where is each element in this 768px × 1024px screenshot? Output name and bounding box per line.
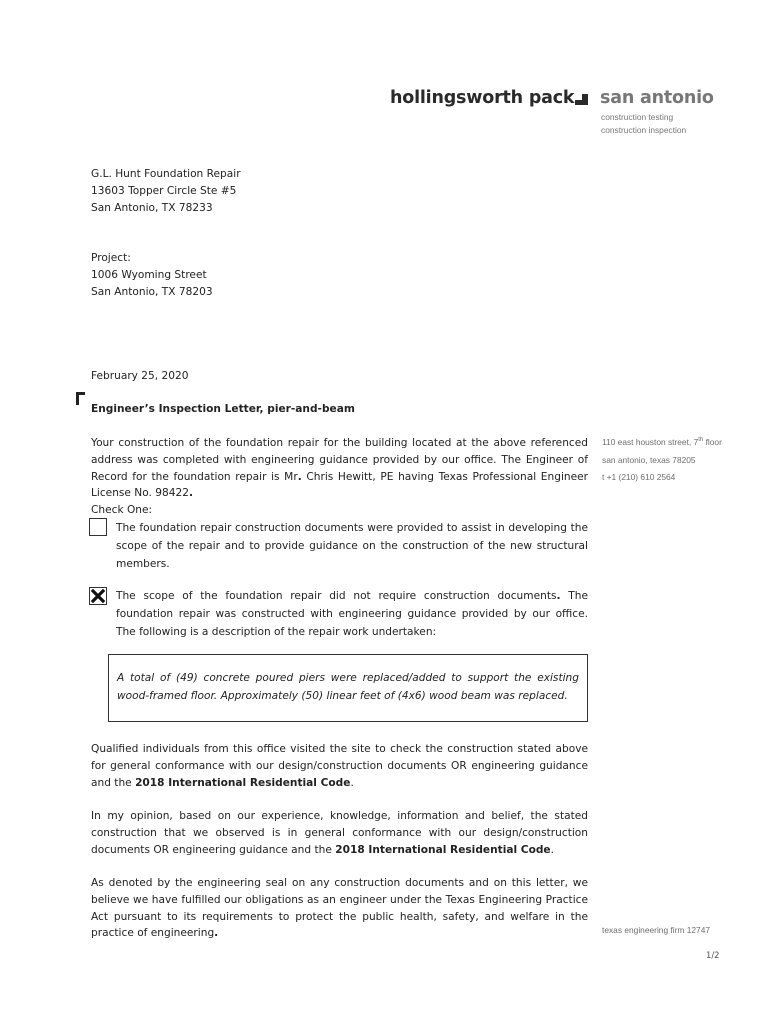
recipient-city: San Antonio, TX 78233 <box>91 202 213 214</box>
company-logo-city: san antonio <box>600 88 714 108</box>
office-address-line1: 110 east houston street, 7th floor <box>602 437 722 447</box>
opinion-paragraph: In my opinion, based on our experience, knowledge, information and belief, the stated construction that we observed is in general conformance with our design/construction documents OR engineering guidance and the 2018 International Residential Code. <box>91 810 588 856</box>
engineering-firm-number: texas engineering firm 12747 <box>602 925 711 935</box>
project-street: 1006 Wyoming Street <box>91 269 207 281</box>
seal-paragraph: As denoted by the engineering seal on any construction documents and on this letter, we believe we have fulfilled our obligations as an engineer under the Texas Engineering Practice Act pursuant to its requirements to protect the public health, safety, and welfare in the practice of engineering. <box>91 877 588 940</box>
corner-mark-icon <box>76 392 85 405</box>
site-visit-paragraph: Qualified individuals from this office visited the site to check the construction stated above for general conformance with our design/construction documents OR engineering guidance and the 2018 International Residential Code. <box>91 743 588 789</box>
letter-subject: Engineer’s Inspection Letter, pier-and-beam <box>91 403 355 415</box>
option2-text: The scope of the foundation repair did not require construction documents. The foundation repair was constructed with engineering guidance provided by our office. The following is a description of the repair work undertaken: <box>116 590 588 638</box>
recipient-street: 13603 Topper Circle Ste #5 <box>91 185 237 197</box>
company-logo-name: hollingsworth pack <box>390 88 575 108</box>
x-check-icon <box>91 589 105 603</box>
option1-text: The foundation repair construction documents were provided to assist in developing the scope of the repair and to provide guidance on the construction of the new structural members. <box>116 522 588 570</box>
page-number: 1/2 <box>706 950 720 960</box>
tagline-inspection: construction inspection <box>601 125 687 135</box>
office-address-line2: san antonio, texas 78205 <box>602 455 696 465</box>
project-label: Project: <box>91 252 131 264</box>
repair-description-text: A total of (49) concrete poured piers were replaced/added to support the existing wood-framed floor. Approximately (50) linear feet of (4x6) wood beam was replaced. <box>117 672 579 702</box>
check-one-label: Check One: <box>91 504 153 516</box>
option2-checkbox[interactable] <box>89 587 107 605</box>
option1-checkbox[interactable] <box>89 518 107 536</box>
letter-date: February 25, 2020 <box>91 370 189 382</box>
tagline-testing: construction testing <box>601 112 674 122</box>
project-city: San Antonio, TX 78203 <box>91 286 213 298</box>
intro-paragraph: Your construction of the foundation repair for the building located at the above referenced address was completed with engineering guidance provided by our office. The Engineer of Record for the foundation repair is Mr. Chris Hewitt, PE having Texas Professional Engineer License No. 98422. <box>91 437 588 500</box>
repair-description-box <box>108 654 588 722</box>
office-phone: t +1 (210) 610 2564 <box>602 472 676 482</box>
recipient-name: G.L. Hunt Foundation Repair <box>91 168 241 180</box>
logo-mark-icon <box>575 94 588 105</box>
